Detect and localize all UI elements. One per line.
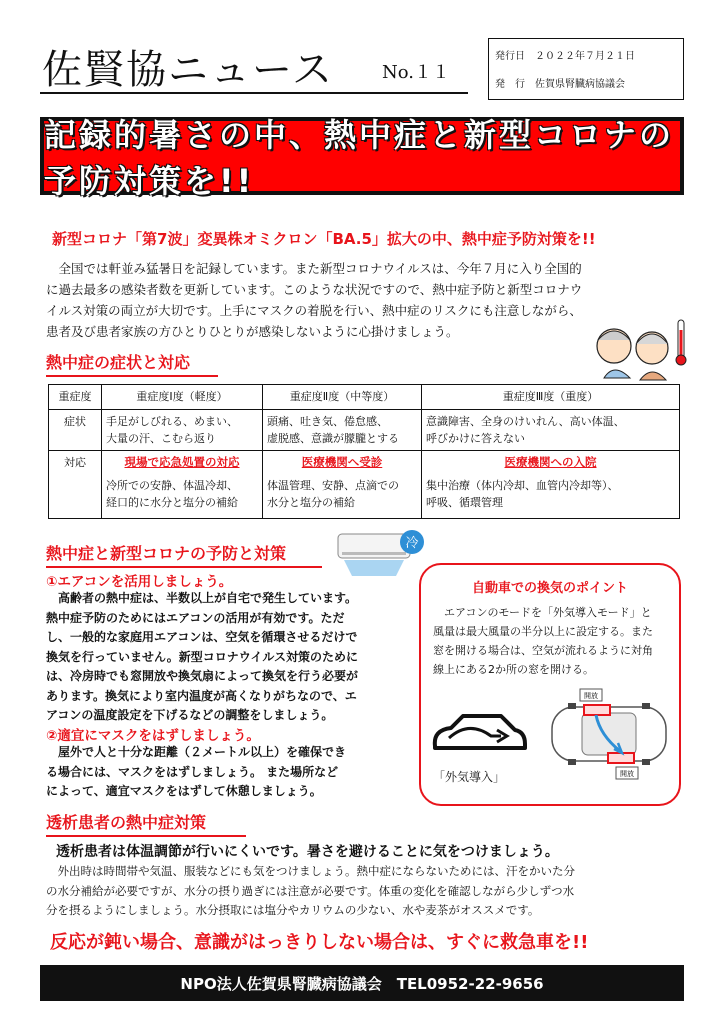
footer-contact: NPO法人佐賀県腎臓病協議会 TEL0952-22-9656: [40, 965, 684, 1001]
cooling-icon: 冷: [405, 536, 419, 551]
lead-line: 患者及び患者家族の方ひとりひとりが感染しないように心掛けましょう。: [46, 324, 459, 339]
table-header-row: [49, 385, 680, 410]
symptoms-title: 熱中症の症状と対応: [46, 350, 218, 377]
dialysis-title: 透析患者の熱中症対策: [46, 810, 246, 837]
table-row-symptoms: [49, 410, 680, 451]
mask-tip-text: 屋外で人と十分な距離（２メートル以上）を確保でき る場合には、マスクをはずしましょう。 また場所など によって、適宜マスクをはずして休憩しましょう。: [46, 745, 347, 798]
dialysis-lead: 透析患者は体温調節が行いにくいです。暑さを避けることに気をつけましょう。: [56, 844, 559, 860]
prevention-title: 熱中症と新型コロナの予防と対策: [46, 541, 322, 568]
issue-number: No.１１: [382, 62, 450, 83]
publisher-name: 佐賀県腎臓病協議会: [535, 79, 625, 90]
symptom-cell: 頭痛、吐き気、倦怠感、 虚脱感、意識が朦朧とする: [263, 410, 422, 451]
car-box-text: エアコンのモードを「外気導入モード」と 風量は最大風量の半分以上に設定する。また 窓を開ける場合は、空気が流れるように対角 線上にある2か所の窓を開ける。: [433, 606, 653, 676]
symptom-cell: 意識障害、全身のけいれん、高い体温、 呼びかけに答えない: [422, 410, 680, 451]
header-severity: 重症度: [49, 385, 102, 410]
response-cell: 医療機関へ受診 体温管理、安静、点滴での 水分と塩分の補給: [263, 451, 422, 519]
header-grade-3: 重症度Ⅲ度（重度）: [422, 385, 680, 410]
header-grade-1: 重症度Ⅰ度（軽度）: [102, 385, 263, 410]
newsletter-title: 佐賢協ニュース: [42, 47, 334, 93]
outside-air-label: 「外気導入」: [433, 770, 506, 784]
issue-info-box: [488, 38, 684, 100]
issue-date: ２０２２年７月２１日: [535, 51, 635, 62]
table-row-response: [49, 451, 680, 519]
response-cell: 医療機関への入院 集中治療（体内冷却、血管内冷却等）、 呼吸、循環管理: [422, 451, 680, 519]
dialysis-text: 外出時は時間帯や気温、服装などにも気をつけましょう。熱中症にならないためには、汗をかいた分 の水分補給が必要ですが、水分の摂り過ぎには注意が必要です。体重の変化を確認しながら少しずつ水 分を摂るようにしましょう。水分摂取には塩分やカリウムの少ない、水や麦茶がオススメです。: [46, 864, 575, 917]
publisher-label: 発 行: [495, 79, 525, 90]
symptom-cell: 手足がしびれる、めまい、 大量の汗、こむら返り: [102, 410, 263, 451]
air-conditioner-illustration: [334, 526, 426, 578]
header-grade-2: 重症度Ⅱ度（中等度）: [263, 385, 422, 410]
ac-tip-title: ①エアコンを活用しましょう。: [46, 574, 233, 590]
response-title: 医療機関への入院: [504, 455, 597, 469]
mask-tip-title: ②適宜にマスクをはずしましょう。: [46, 728, 260, 744]
row-label-response: 対応: [49, 451, 102, 519]
window-open-label-front: 開放: [584, 692, 598, 700]
headline-banner: 記録的暑さの中、熱中症と新型コロナの予防対策を!!: [40, 117, 684, 195]
car-top-view-diagram: [546, 685, 674, 783]
response-cell: 現場で応急処置の対応 冷所での安静、体温冷却、 経口的に水分と塩分の補給: [102, 451, 263, 519]
lead-line: に過去最多の感染者数を更新しています。このような状況ですので、熱中症予防と新型コロナウ: [46, 282, 583, 297]
emergency-alert: 反応が鈍い場合、意識がはっきりしない場合は、すぐに救急車を!!: [50, 932, 589, 953]
outside-air-mode-icon: [429, 708, 529, 758]
issue-date-label: 発行日: [495, 51, 525, 62]
lead-line: イルス対策の両立が大切です。上手にマスクの着脱を行い、熱中症のリスクにも注意しながら、: [46, 303, 582, 318]
symptoms-table: [48, 384, 680, 519]
car-ventilation-box: [419, 563, 681, 806]
car-box-title: 自動車での換気のポイント: [471, 581, 628, 596]
window-open-label-rear: 開放: [620, 770, 634, 778]
heatstroke-elderly-illustration: [590, 318, 690, 386]
masthead-rule: [40, 92, 468, 94]
row-label-symptoms: 症状: [49, 410, 102, 451]
lead-headline: 新型コロナ「第7波」変異株オミクロン「BA.5」拡大の中、熱中症予防対策を!!: [52, 230, 596, 248]
lead-line: 全国では軒並み猛暑日を記録しています。また新型コロナウイルスは、今年７月に入り全国的: [46, 261, 582, 276]
response-title: 医療機関へ受診: [301, 455, 383, 469]
response-title: 現場で応急処置の対応: [124, 455, 240, 469]
ac-tip-text: 高齢者の熱中症は、半数以上が自宅で発生しています。 熱中症予防のためにはエアコンの活用が有効です。ただ し、一般的な家庭用エアコンは、空気を循環させるだけで 換気を行っていません。新型コロナウイルス対策のために は、冷房時でも窓開放や換気扇によって換気を行う必要が あります。換気により室内温度が高くなりがちなので、エ アコンの温度設定を下げるなどの調整をしましょう。: [46, 591, 359, 722]
